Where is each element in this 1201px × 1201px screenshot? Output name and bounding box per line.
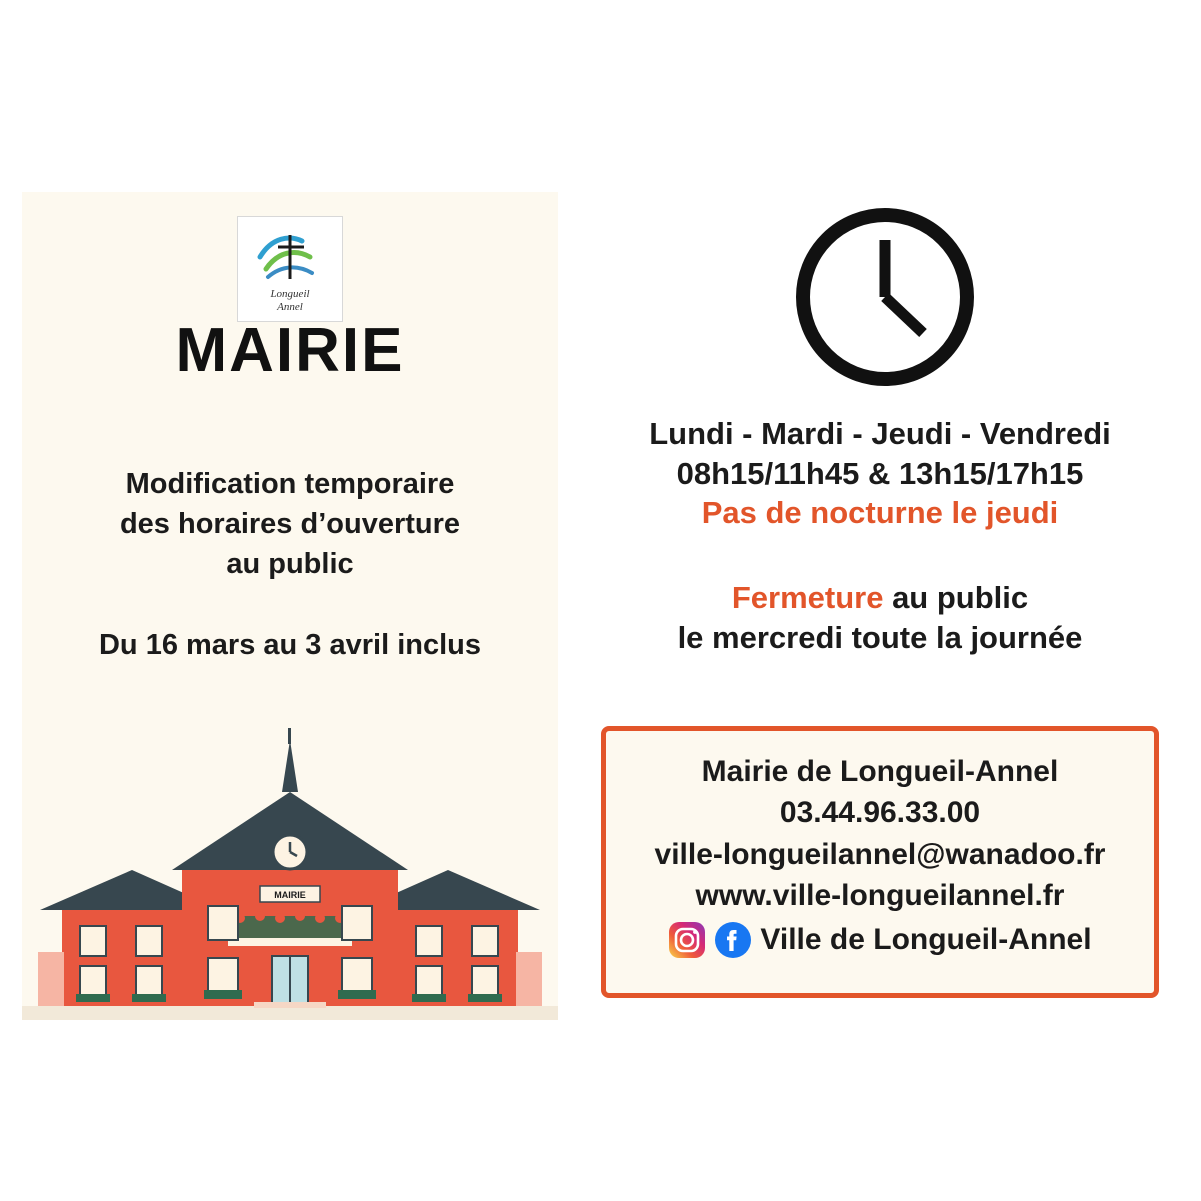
social-line [606, 921, 1154, 959]
instagram-icon[interactable] [668, 921, 706, 959]
opening-hours [580, 414, 1180, 534]
clock-icon [790, 202, 980, 392]
contact-social: Ville de Longueil-Annel [760, 922, 1092, 956]
closing-accent: Fermeture [731, 580, 884, 615]
logo-caption-line1: Longueil [270, 288, 310, 300]
building-sign-label: MAIRIE [274, 890, 306, 900]
closing-notice [580, 578, 1180, 659]
notice-line-3: au public [226, 548, 354, 581]
notice-text [22, 464, 558, 584]
opening-days: Lundi - Mardi - Jeudi - Vendredi [649, 416, 1111, 451]
notice-line-2: des horaires d’ouverture [119, 508, 461, 541]
contact-lines [606, 731, 1154, 959]
page-title: MAIRIE [175, 316, 405, 385]
clock-icon-graphic [790, 202, 980, 392]
contact-name: Mairie de Longueil-Annel [701, 755, 1059, 788]
mairie-building-illustration [22, 720, 558, 1020]
opening-times: 08h15/11h45 & 13h15/17h15 [676, 455, 1084, 491]
town-logo [237, 216, 343, 322]
town-logo-graphic [238, 217, 342, 321]
closing-rest: au public [883, 580, 1029, 615]
notice-line-1: Modification temporaire [125, 468, 455, 500]
closing-line-2: le mercredi toute la journée [677, 620, 1083, 656]
notice-dates: Du 16 mars au 3 avril inclus [98, 629, 481, 661]
contact-phone[interactable]: 03.44.96.33.00 [779, 796, 981, 830]
no-evening-notice: Pas de nocturne le jeudi [701, 495, 1059, 531]
right-panel [580, 192, 1180, 1020]
logo-caption-line2: Annel [277, 301, 303, 313]
facebook-icon[interactable] [714, 921, 752, 959]
contact-email[interactable]: ville-longueilannel@wanadoo.fr [654, 837, 1106, 871]
contact-website[interactable]: www.ville-longueilannel.fr [695, 879, 1065, 913]
closing-line-1 [580, 578, 1180, 618]
contact-box [601, 726, 1159, 998]
left-panel [22, 192, 558, 1020]
